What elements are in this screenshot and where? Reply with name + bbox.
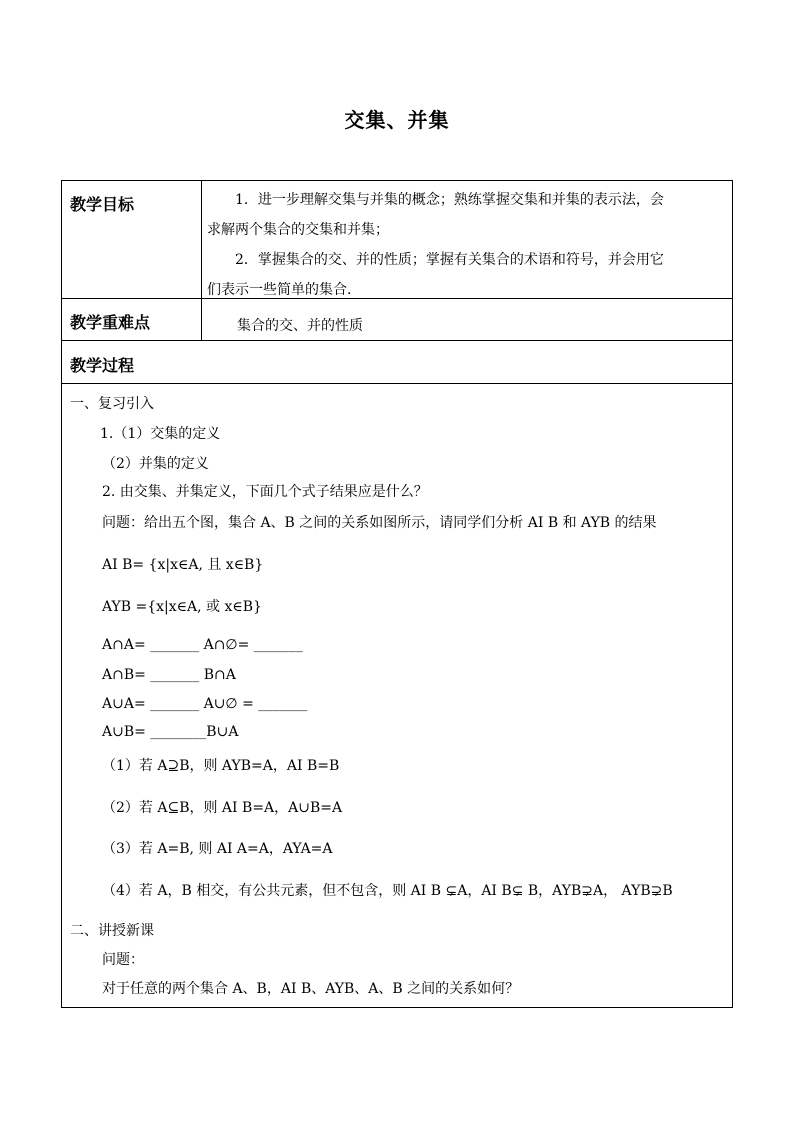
- process-header-row: [62, 341, 732, 384]
- process-line: 问题：: [102, 952, 144, 968]
- property-line: （3）若 A=B, 则 AI A=A，AYA=A: [102, 841, 333, 857]
- process-line: 问题：给出五个图，集合 A、B 之间的关系如图所示，请同学们分析 AI B 和 AYB 的结果: [102, 515, 657, 531]
- exercise-line: A∪B= ________B∪A: [102, 724, 239, 740]
- section-heading-new-lesson: 二、讲授新课: [70, 923, 154, 939]
- objectives-line-1: 1．进一步理解交集与并集的概念；熟练掌握交集和并集的表示法，会: [235, 192, 664, 208]
- property-line: （4）若 A，B 相交，有公共元素，但不包含，则 AI B ⊊A，AI B⊊ B，AYB⊋A， AYB⊋B: [102, 883, 673, 899]
- exercise-line: A∪A= _______ A∪∅ = _______: [102, 696, 308, 712]
- process-label: 教学过程: [70, 356, 135, 375]
- exercise-line: A∩A= _______ A∩∅= _______: [102, 637, 303, 653]
- process-line: 对于任意的两个集合 A、B，AI B、AYB、A、B 之间的关系如何？: [102, 981, 520, 997]
- section-heading-review: 一、复习引入: [70, 396, 154, 412]
- property-line: （2）若 A⊆B，则 AI B=A，A∪B=A: [102, 800, 343, 816]
- key-points-row: [62, 299, 732, 341]
- objectives-content: [207, 185, 731, 305]
- column-divider: [201, 181, 202, 298]
- process-line: （2）并集的定义: [102, 456, 209, 472]
- process-line: 2. 由交集、并集定义，下面几个式子结果应是什么？: [102, 484, 428, 500]
- objectives-label: 教学目标: [70, 195, 135, 214]
- key-points-content: 集合的交、并的性质: [237, 318, 363, 334]
- objectives-row: [62, 181, 732, 299]
- objectives-line-4: 们表示一些简单的集合.: [207, 282, 352, 298]
- property-line: （1）若 A⊇B，则 AYB=A，AI B=B: [102, 758, 340, 774]
- process-line: 1.（1）交集的定义: [100, 426, 221, 442]
- exercise-line: A∩B= _______ B∩A: [102, 667, 236, 683]
- key-points-label: 教学重难点: [70, 313, 151, 332]
- formula-union: AYB ={x|x∈A, 或 x∈B}: [102, 599, 262, 615]
- objectives-line-3: 2．掌握集合的交、并的性质；掌握有关集合的术语和符号，并会用它: [235, 252, 664, 268]
- lesson-plan-table: [61, 180, 733, 1008]
- page-title: 交集、并集: [344, 108, 450, 132]
- objectives-line-2: 求解两个集合的交集和并集；: [207, 222, 389, 238]
- column-divider: [201, 299, 202, 340]
- formula-intersection: AI B= {x|x∈A, 且 x∈B}: [102, 557, 264, 573]
